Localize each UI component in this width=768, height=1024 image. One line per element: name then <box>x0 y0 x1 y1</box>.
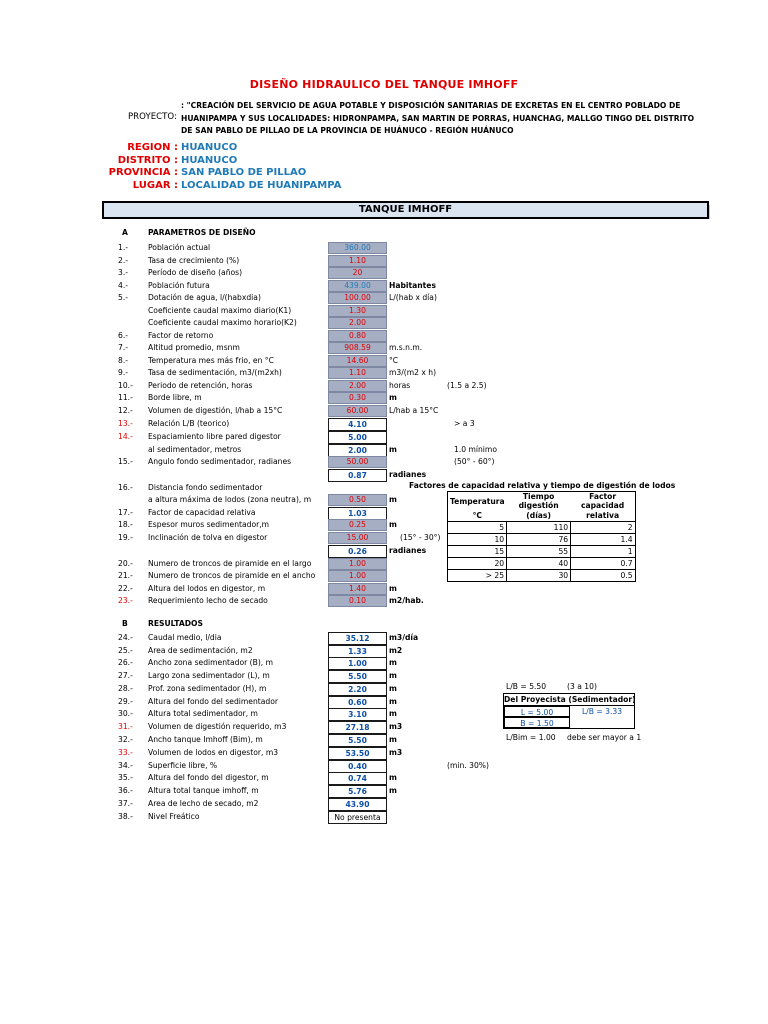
value-cell[interactable]: 1.00 <box>328 570 387 582</box>
row-label: Altitud promedio, msnm <box>148 343 240 352</box>
value-cell: 53.50 <box>328 747 387 760</box>
row-label: Altura del lodos en digestor, m <box>148 584 266 593</box>
row-number: 19.- <box>118 533 133 542</box>
row-number: 29.- <box>118 697 133 706</box>
section-b-title: RESULTADOS <box>148 619 203 628</box>
row-label: Caudal medio, l/dia <box>148 633 222 642</box>
proyectista-box <box>503 693 635 729</box>
row-label: Factor de capacidad relativa <box>148 508 256 517</box>
unit-label: m <box>389 786 397 795</box>
row-number: 36.- <box>118 786 133 795</box>
value-cell: 0.40 <box>328 760 387 773</box>
value-cell[interactable]: 50.00 <box>328 456 387 468</box>
unit-label: m3 <box>389 722 403 731</box>
factor-cell: 30 <box>507 570 571 582</box>
unit-label: Habitantes <box>389 281 436 290</box>
value-cell[interactable]: 60.00 <box>328 405 387 417</box>
row-number: 21.- <box>118 571 133 580</box>
row-number: 9.- <box>118 368 128 377</box>
row-note: 1.0 mínimo <box>454 445 497 454</box>
project-label: PROYECTO: <box>128 112 177 122</box>
value-cell[interactable]: 908.59 <box>328 342 387 354</box>
unit-label: m <box>389 495 397 504</box>
row-note: (1.5 a 2.5) <box>447 381 487 390</box>
value-cell[interactable]: 439.00 <box>328 280 387 292</box>
unit-label: m <box>389 684 397 693</box>
unit-label: m2/hab. <box>389 596 424 605</box>
region-value: HUANUCO <box>181 142 238 153</box>
factor-row <box>448 546 636 558</box>
value-cell[interactable]: 0.30 <box>328 392 387 404</box>
factor-cell: 5 <box>448 522 507 534</box>
lbim-ratio: L/Bim = 1.00 <box>506 733 556 742</box>
row-label: Nivel Freático <box>148 812 200 821</box>
row-number: 12.- <box>118 406 133 415</box>
unit-label: radianes <box>389 470 427 479</box>
row-number: 33.- <box>118 748 133 757</box>
row-number: 13.- <box>118 419 133 428</box>
row-number: 18.- <box>118 520 133 529</box>
value-cell[interactable]: 100.00 <box>328 292 387 304</box>
value-cell: 5.50 <box>328 734 387 747</box>
district-value: HUANUCO <box>181 155 238 166</box>
unit-label: m <box>389 584 397 593</box>
factor-cell: 55 <box>507 546 571 558</box>
row-number: 37.- <box>118 799 133 808</box>
row-label: Distancia fondo sedimentador <box>148 483 263 492</box>
value-cell: 4.10 <box>328 418 387 431</box>
unit-label: m <box>389 697 397 706</box>
row-label: Requerimiento lecho de secado <box>148 596 268 605</box>
row-number: 23.- <box>118 596 133 605</box>
row-number: 30.- <box>118 709 133 718</box>
row-number: 14.- <box>118 432 133 441</box>
region-label: REGION : <box>127 142 178 153</box>
factor-row <box>448 534 636 546</box>
proy-l: L = 5.00 <box>504 706 570 717</box>
unit-label: m3/día <box>389 633 419 642</box>
place-label: LUGAR : <box>132 180 178 191</box>
row-label: Tasa de crecimiento (%) <box>148 256 240 265</box>
row-number: 25.- <box>118 646 133 655</box>
row-label: Altura del fondo del sedimentador <box>148 697 278 706</box>
unit-label: m.s.n.m. <box>389 343 423 352</box>
factor-cell: 0.7 <box>571 558 636 570</box>
row-number: 2.- <box>118 256 128 265</box>
row-number: 31.- <box>118 722 133 731</box>
row-label: Volumen de lodos en digestor, m3 <box>148 748 279 757</box>
row-label: Espaciamiento libre pared digestor <box>148 432 281 441</box>
row-label: al sedimentador, metros <box>148 445 242 454</box>
value-cell: No presenta <box>328 811 387 824</box>
unit-label: m <box>389 445 397 454</box>
row-label: Población futura <box>148 281 210 290</box>
row-note: (min. 30%) <box>447 761 489 770</box>
proy-b: B = 1.50 <box>504 717 570 728</box>
row-label: Volumen de digestión, l/hab a 15°C <box>148 406 283 415</box>
unit-label: m <box>389 520 397 529</box>
row-number: 26.- <box>118 658 133 667</box>
fac-subheader-time: (días) <box>526 511 551 520</box>
row-number: 8.- <box>118 356 128 365</box>
value-cell: 2.20 <box>328 683 387 696</box>
proyectista-title: Del Proyecista (Sedimentador) <box>504 695 636 704</box>
section-b-letter: B <box>122 619 128 628</box>
factor-cell: 40 <box>507 558 571 570</box>
lb-ratio: L/B = 5.50 <box>506 682 547 691</box>
value-cell[interactable]: 2.00 <box>328 380 387 392</box>
value-cell[interactable]: 0.80 <box>328 330 387 342</box>
unit-label: horas <box>389 381 411 390</box>
row-number: 11.- <box>118 393 133 402</box>
value-cell: 35.12 <box>328 632 387 645</box>
row-number: 22.- <box>118 584 133 593</box>
page-title: DISEÑO HIDRAULICO DEL TANQUE IMHOFF <box>249 78 519 91</box>
row-label: Borde libre, m <box>148 393 202 402</box>
row-label: Espesor muros sedimentador,m <box>148 520 270 529</box>
unit-label: m <box>389 658 397 667</box>
row-number: 17.- <box>118 508 133 517</box>
value-cell: 5.50 <box>328 670 387 683</box>
row-note: (15° - 30°) <box>400 533 441 542</box>
row-number: 4.- <box>118 281 128 290</box>
value-cell: 3.10 <box>328 708 387 721</box>
row-label: Largo zona sedimentador (L), m <box>148 671 270 680</box>
district-label: DISTRITO : <box>117 155 178 166</box>
value-cell[interactable]: 1.40 <box>328 583 387 595</box>
value-cell: 0.87 <box>328 469 387 482</box>
row-note: (50° - 60°) <box>454 457 495 466</box>
value-cell[interactable]: 1.10 <box>328 367 387 379</box>
factor-cell: > 25 <box>448 570 507 582</box>
row-label: Prof. zona sedimentador (H), m <box>148 684 267 693</box>
section-a-letter: A <box>122 228 128 237</box>
row-number: 35.- <box>118 773 133 782</box>
row-number: 20.- <box>118 559 133 568</box>
section-a-title: PARAMETROS DE DISEÑO <box>148 228 256 237</box>
row-label: Temperatura mes más frio, en °C <box>148 356 274 365</box>
row-label: Dotación de agua, l/(habxdia) <box>148 293 261 302</box>
lb-range: (3 a 10) <box>567 682 597 691</box>
section-banner: TANQUE IMHOFF <box>102 201 709 219</box>
fac-subheader-temp: °C <box>448 510 507 522</box>
value-cell: 27.18 <box>328 721 387 734</box>
value-cell: 2.00 <box>328 444 387 457</box>
unit-label: m2 <box>389 646 403 655</box>
factor-cell: 1 <box>571 546 636 558</box>
value-cell: 1.03 <box>328 507 387 520</box>
row-number: 28.- <box>118 684 133 693</box>
row-label: Volumen de digestión requerido, m3 <box>148 722 287 731</box>
unit-label: m <box>389 735 397 744</box>
place-value: LOCALIDAD DE HUANIPAMPA <box>181 180 342 191</box>
value-cell[interactable]: 2.00 <box>328 317 387 329</box>
row-number: 5.- <box>118 293 128 302</box>
row-label: Altura del fondo del digestor, m <box>148 773 269 782</box>
value-cell[interactable]: 1.10 <box>328 255 387 267</box>
row-label: Ancho tanque Imhoff (Bim), m <box>148 735 263 744</box>
row-label: Area de sedimentación, m2 <box>148 646 253 655</box>
row-number: 16.- <box>118 483 133 492</box>
row-number: 32.- <box>118 735 133 744</box>
row-number: 6.- <box>118 331 128 340</box>
unit-label: m <box>389 671 397 680</box>
row-label: Ancho zona sedimentador (B), m <box>148 658 274 667</box>
row-label: Superficie libre, % <box>148 761 218 770</box>
value-cell[interactable]: 15.00 <box>328 532 387 544</box>
value-cell[interactable]: 14.60 <box>328 355 387 367</box>
row-label: Area de lecho de secado, m2 <box>148 799 259 808</box>
row-label: Tasa de sedimentación, m3/(m2xh) <box>148 368 282 377</box>
factor-cell: 15 <box>448 546 507 558</box>
row-number: 34.- <box>118 761 133 770</box>
row-label: Coeficiente caudal maximo diario(K1) <box>148 306 292 315</box>
proy-lb: L/B = 3.33 <box>581 707 623 716</box>
row-label: Numero de troncos de piramide en el largo <box>148 559 312 568</box>
value-cell[interactable]: 0.10 <box>328 595 387 607</box>
row-label: Altura total sedimentador, m <box>148 709 258 718</box>
value-cell: 5.76 <box>328 785 387 798</box>
unit-label: m <box>389 393 397 402</box>
value-cell: 0.26 <box>328 545 387 558</box>
unit-label: °C <box>389 356 399 365</box>
value-cell[interactable]: 0.25 <box>328 519 387 531</box>
value-cell: 1.00 <box>328 657 387 670</box>
factor-cell: 76 <box>507 534 571 546</box>
row-label: Factor de retorno <box>148 331 214 340</box>
row-label: Periodo de retención, horas <box>148 381 253 390</box>
province-label: PROVINCIA : <box>108 167 178 178</box>
value-cell: 5.00 <box>328 431 387 444</box>
value-cell[interactable]: 20 <box>328 267 387 279</box>
factor-cell: 10 <box>448 534 507 546</box>
row-label: Población actual <box>148 243 211 252</box>
fac-header-temp: Temperatura <box>448 492 507 511</box>
row-number: 24.- <box>118 633 133 642</box>
row-number: 3.- <box>118 268 128 277</box>
unit-label: m3 <box>389 748 403 757</box>
factor-cell: 110 <box>507 522 571 534</box>
row-number: 7.- <box>118 343 128 352</box>
row-label: a altura máxima de lodos (zona neutra), m <box>148 495 312 504</box>
unit-label: L/(hab x día) <box>389 293 437 302</box>
fac-header-time: Tiempo digestión <box>507 492 571 511</box>
factor-row <box>448 522 636 534</box>
province-value: SAN PABLO DE PILLAO <box>181 167 307 178</box>
row-label: Angulo fondo sedimentador, radianes <box>148 457 292 466</box>
row-label: Período de diseño (años) <box>148 268 243 277</box>
row-note: > a 3 <box>454 419 475 428</box>
factor-cell: 20 <box>448 558 507 570</box>
value-cell: 1.33 <box>328 645 387 658</box>
factors-table <box>447 491 636 582</box>
unit-label: m <box>389 709 397 718</box>
value-cell[interactable]: 0.50 <box>328 494 387 506</box>
unit-label: m <box>389 773 397 782</box>
row-label: Coeficiente caudal maximo horario(K2) <box>148 318 297 327</box>
fac-header-factor: Factor capacidad <box>571 492 636 511</box>
lbim-note: debe ser mayor a 1 <box>567 733 642 742</box>
factor-cell: 2 <box>571 522 636 534</box>
value-cell: 0.74 <box>328 772 387 785</box>
factor-row <box>448 570 636 582</box>
value-cell[interactable]: 360.00 <box>328 242 387 254</box>
row-number: 15.- <box>118 457 133 466</box>
row-number: 10.- <box>118 381 133 390</box>
value-cell: 43.90 <box>328 798 387 811</box>
row-number: 27.- <box>118 671 133 680</box>
row-label: Altura total tanque imhoff, m <box>148 786 259 795</box>
row-label: Relación L/B (teorico) <box>148 419 230 428</box>
unit-label: L/hab a 15°C <box>389 406 439 415</box>
project-description: : "CREACIÓN DEL SERVICIO DE AGUA POTABLE Y DISPOSICIÓN SANITARIAS DE EXCRETAS EN EL CENTRO POBLADO DE HUANIPAMPA Y SUS LOCALIDADES: HIDRONPAMPA, SAN MARTIN DE PORRAS, HUANCHAG, MALLGO TINGO DEL DISTRITO DE SAN PABLO DE PILLAO DE LA PROVINCIA DE HUÁNUCO - REGIÓN HUÁNUCO <box>181 101 695 135</box>
value-cell: 0.60 <box>328 696 387 709</box>
factor-row <box>448 558 636 570</box>
value-cell[interactable]: 1.30 <box>328 305 387 317</box>
factors-title: Factores de capacidad relativa y tiempo de digestión de lodos <box>409 481 676 490</box>
row-label: Numero de troncos de piramide en el ancho <box>148 571 316 580</box>
fac-subheader-factor: relativa <box>571 510 636 522</box>
unit-label: radianes <box>389 546 427 555</box>
row-number: 1.- <box>118 243 128 252</box>
value-cell[interactable]: 1.00 <box>328 558 387 570</box>
factor-cell: 0.5 <box>571 570 636 582</box>
row-number: 38.- <box>118 812 133 821</box>
factor-cell: 1.4 <box>571 534 636 546</box>
unit-label: m3/(m2 x h) <box>389 368 437 377</box>
row-label: Inclinación de tolva en digestor <box>148 533 268 542</box>
